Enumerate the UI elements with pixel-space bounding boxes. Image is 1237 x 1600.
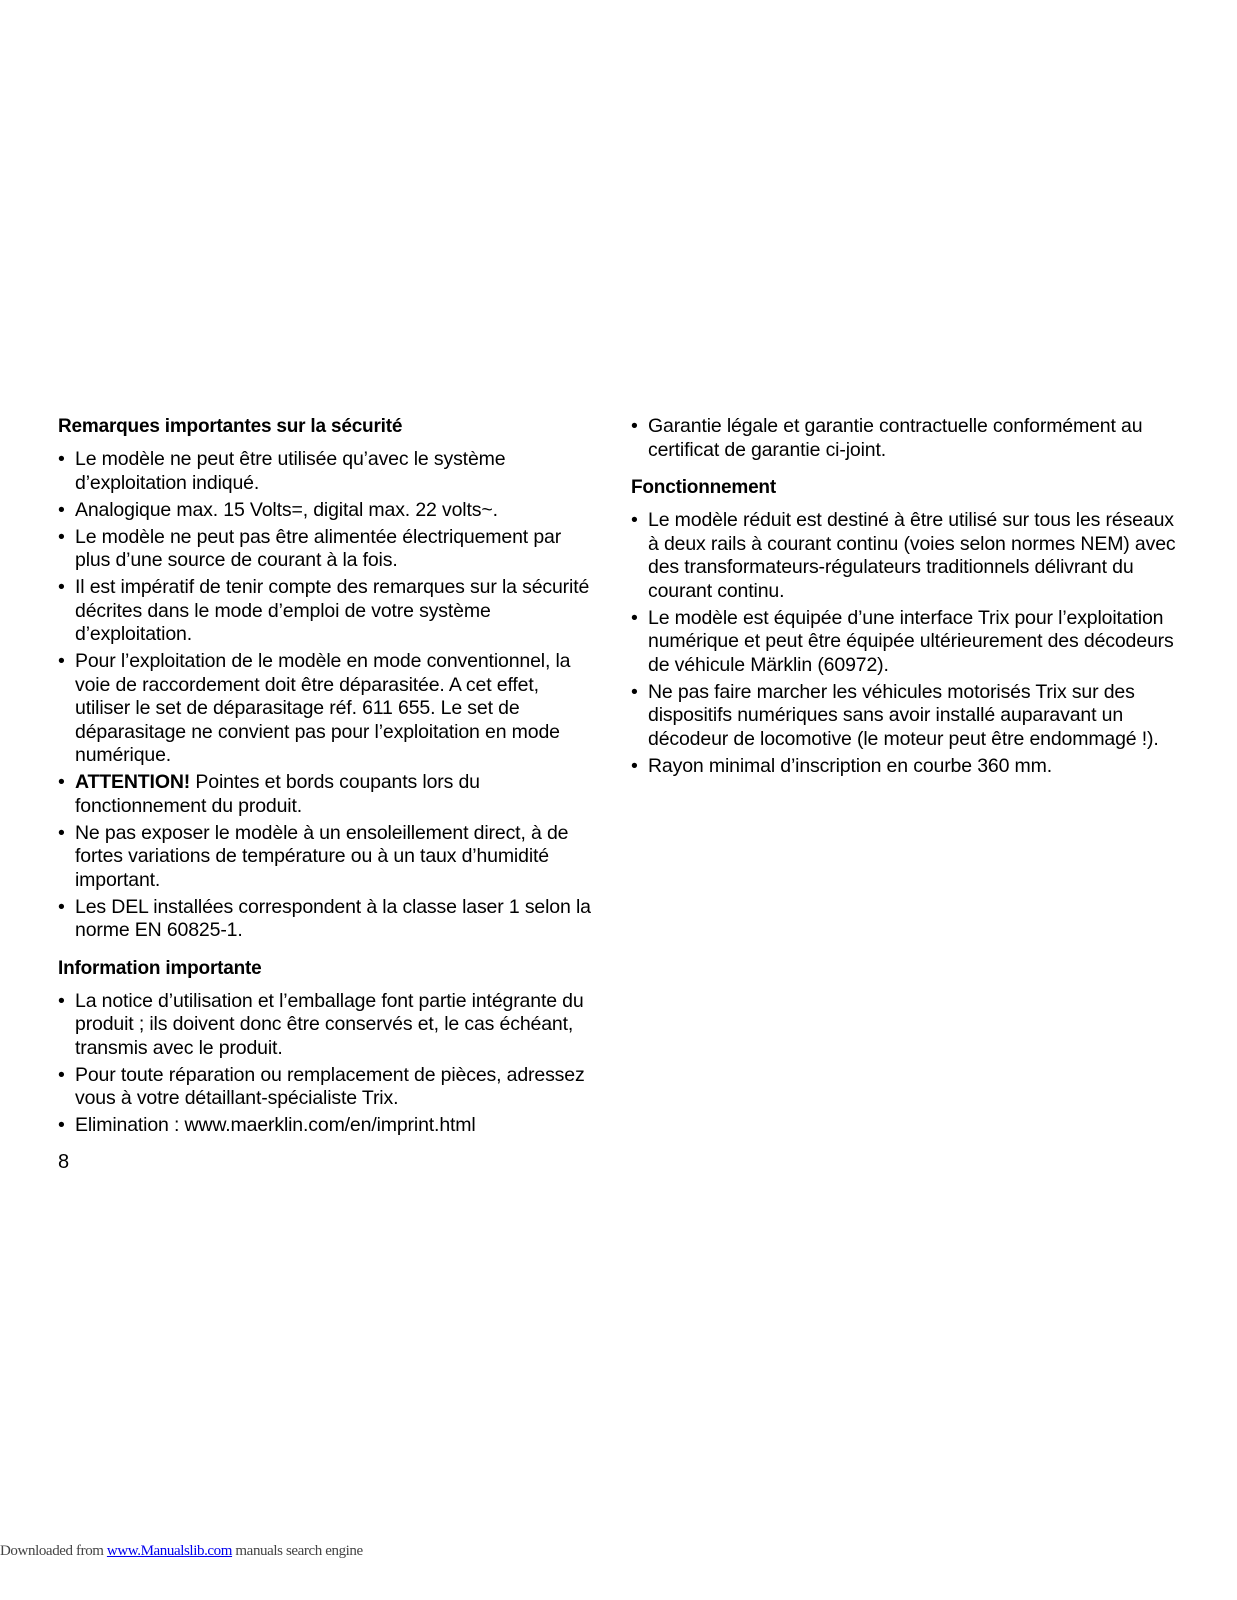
- bullet-icon: •: [58, 1114, 65, 1136]
- list-item: [58, 499, 598, 523]
- information-heading: Information importante: [58, 957, 262, 979]
- bullet-icon: •: [58, 498, 65, 521]
- download-footer: [0, 1541, 363, 1561]
- list-item: [631, 509, 1176, 603]
- bullet-icon: •: [631, 415, 638, 437]
- bullet-icon: •: [58, 895, 65, 918]
- bullet-icon: •: [58, 576, 65, 598]
- list-item-text: Pour l’exploitation de le modèle en mode conventionnel, la voie de raccordement doit être déparasitée. A cet effet, utiliser le set de déparasitage réf. 611 655. Le set de déparasitage ne convient pas pour l’exploitation en mode numérique.: [75, 650, 571, 766]
- list-item-text: Il est impératif de tenir compte des remarques sur la sécurité décrites dans le mode d’emploi de votre système d’exploitation.: [75, 576, 590, 645]
- list-item: [58, 896, 598, 943]
- operation-list: [631, 509, 1176, 778]
- manualslib-link[interactable]: www.Manualslib.com: [106, 1543, 233, 1559]
- list-item: [631, 415, 1176, 462]
- bullet-icon: •: [58, 650, 65, 672]
- operation-heading: Fonctionnement: [631, 477, 776, 498]
- safety-list: [58, 448, 598, 943]
- list-item: [631, 607, 1176, 678]
- list-item: [58, 1064, 598, 1111]
- information-list: [58, 990, 598, 1138]
- bullet-icon: •: [631, 680, 638, 703]
- bullet-icon: •: [58, 448, 65, 470]
- list-item-text: Le modèle ne peut pas être alimentée électriquement par plus d’une source de courant à la fois.: [75, 525, 562, 571]
- list-item-text: Elimination : www.maerklin.com/en/imprint.html: [75, 1114, 476, 1136]
- attention-item: [58, 771, 598, 818]
- bullet-icon: •: [58, 1063, 65, 1086]
- list-item: [58, 650, 598, 768]
- list-item-text: Les DEL installées correspondent à la classe laser 1 selon la norme EN 60825-1.: [75, 895, 591, 941]
- list-item: [58, 990, 598, 1061]
- list-item-text: Le modèle réduit est destiné à être utilisé sur tous les réseaux à deux rails à courant continu (voies selon normes NEM) avec des transformateurs-régulateurs traditionnels délivrant du courant continu.: [648, 509, 1176, 602]
- safety-section: [58, 415, 598, 943]
- information-section: [58, 957, 598, 1138]
- attention-text: Pointes et bords coupants lors du fonctionnement du produit.: [75, 771, 480, 817]
- list-item-text: Le modèle ne peut être utilisée qu’avec le système d’exploitation indiqué.: [75, 448, 506, 494]
- list-item: [631, 755, 1176, 779]
- list-item: [58, 822, 598, 893]
- left-column: [58, 415, 598, 1152]
- bullet-icon: •: [58, 771, 65, 793]
- bullet-icon: •: [58, 525, 65, 548]
- list-item-text: Le modèle est équipée d’une interface Trix pour l’exploitation numérique et peut être équipée ultérieurement des décodeurs de véhicule Märklin (60972).: [648, 606, 1174, 676]
- list-item: [58, 526, 598, 573]
- list-item-text: Rayon minimal d’inscription en courbe 360 mm.: [648, 754, 1053, 777]
- list-item: [631, 681, 1176, 752]
- footer-suffix: manuals search engine: [232, 1543, 363, 1559]
- list-item: [58, 1114, 598, 1138]
- list-item-text: Pour toute réparation ou remplacement de pièces, adressez vous à votre détaillant-spécialiste Trix.: [75, 1063, 585, 1109]
- bullet-icon: •: [58, 821, 65, 844]
- bullet-icon: •: [631, 509, 638, 531]
- warranty-section: [631, 415, 1176, 462]
- list-item-text: La notice d’utilisation et l’emballage font partie intégrante du produit ; ils doivent donc être conservés et, le cas échéant, transmis avec le produit.: [75, 989, 584, 1059]
- safety-heading: Remarques importantes sur la sécurité: [58, 416, 403, 437]
- bullet-icon: •: [631, 606, 638, 629]
- list-item-text: Analogique max. 15 Volts=, digital max. 22 volts~.: [75, 498, 498, 521]
- list-item-text: Garantie légale et garantie contractuelle conformément au certificat de garantie ci-joint.: [648, 415, 1143, 461]
- operation-section: [631, 476, 1176, 778]
- list-item-text: Ne pas exposer le modèle à un ensoleillement direct, à de fortes variations de température ou à un taux d’humidité important.: [75, 821, 569, 891]
- list-item-text: Ne pas faire marcher les véhicules motorisés Trix sur des dispositifs numériques sans avoir installé auparavant un décodeur de locomotive (le moteur peut être endommagé !).: [648, 680, 1159, 750]
- list-item: [58, 448, 598, 495]
- bullet-icon: •: [631, 754, 638, 777]
- attention-label: ATTENTION!: [75, 771, 191, 793]
- page-number: 8: [58, 1151, 70, 1173]
- bullet-icon: •: [58, 989, 65, 1012]
- right-column: [631, 415, 1176, 792]
- warranty-list: [631, 415, 1176, 462]
- footer-prefix: Downloaded from: [0, 1543, 107, 1559]
- list-item: [58, 576, 598, 647]
